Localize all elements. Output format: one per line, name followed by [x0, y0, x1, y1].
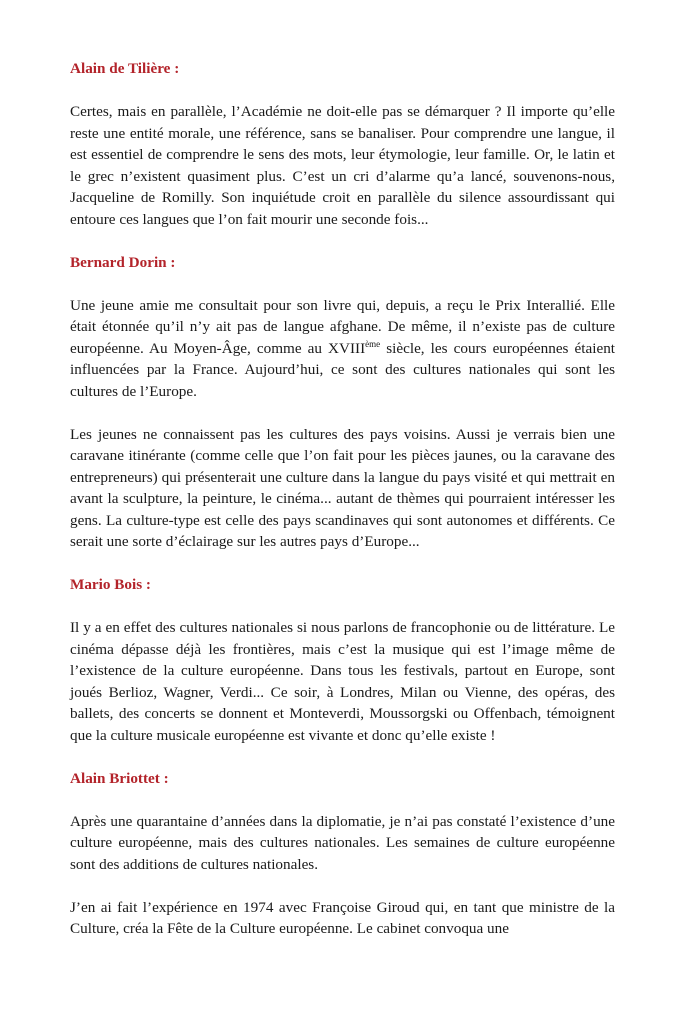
- section-mario-bois: [70, 574, 615, 746]
- speaker-heading: Alain Briottet :: [70, 769, 169, 787]
- speaker-heading: Bernard Dorin :: [70, 253, 176, 271]
- paragraph: Certes, mais en parallèle, l’Académie ne doit-elle pas se démarquer ? Il importe qu’elle reste une entité morale, une référence, sans se banaliser. Pour comprendre une langue, il est essentiel de comprendre le sens des mots, leur étymologie, leur famille. Or, le latin et le grec n’existent quasiment plus. C’est un cri d’alarme qu’a lancé, souvenons-nous, Jacqueline de Romilly. Son inquiétude croit en parallèle du silence assourdissant qui entoure ces langues que l’on fait mourir une seconde fois...: [70, 103, 615, 228]
- paragraph: Il y a en effet des cultures nationales si nous parlons de francophonie ou de littérature. Le cinéma dépasse déjà les frontières, mais c’est la musique qui est l’image même de l’existence de la culture européenne. Dans tous les festivals, partout en Europe, sont joués Berlioz, Wagner, Verdi... Ce soir, à Londres, Milan ou Vienne, des opéras, des ballets, des concerts se donnent et Monteverdi, Moussorgski ou Offenbach, témoignent que la culture musicale européenne est vivante et donc qu’elle existe !: [70, 619, 615, 744]
- document-page: [70, 58, 615, 961]
- section-alain-de-tiliere: [70, 58, 615, 230]
- paragraph: Après une quarantaine d’années dans la diplomatie, je n’ai pas constaté l’existence d’une culture européenne, mais des cultures nationales. Les semaines de culture européenne sont des additions de cultures nationales.: [70, 812, 615, 873]
- speaker-heading: Alain de Tilière :: [70, 60, 180, 77]
- paragraph: Les jeunes ne connaissent pas les cultures des pays voisins. Aussi je verrais bien une caravane itinérante (comme celle que l’on fait pour les pièces jaunes, ou la caravane des entrepreneurs) qui présenterait une culture dans la langue du pays visité et qui mettrait en avant la sculpture, la peinture, le cinéma... autant de thèmes qui pourraient intéresser les gens. La culture-type est celle des pays scandinaves qui sont autonomes et différents. Ce serait une sorte d’éclairage sur les autres pays d’Europe...: [70, 425, 615, 550]
- superscript-text: ème: [365, 338, 381, 349]
- paragraph-text: siècle, les cours européennes étaient influencées par la France. Aujourd’hui, ce sont des cultures nationales qui sont les cultures de l’Europe.: [70, 339, 616, 400]
- section-bernard-dorin: [70, 252, 615, 553]
- paragraph-text: Une jeune amie me consultait pour son livre qui, depuis, a reçu le Prix Interallié. Elle était étonnée qu’il n’y ait pas de langue afghane. De même, il n’existe pas de culture européenne. Au Moyen-Âge, comme au XVIII: [70, 296, 615, 357]
- section-alain-briottet: [70, 768, 615, 940]
- paragraph: J’en ai fait l’expérience en 1974 avec Françoise Giroud qui, en tant que ministre de la Culture, créa la Fête de la Culture européenne. Le cabinet convoqua une: [70, 898, 615, 937]
- speaker-heading: Mario Bois :: [70, 576, 151, 593]
- paragraph: [70, 295, 615, 403]
